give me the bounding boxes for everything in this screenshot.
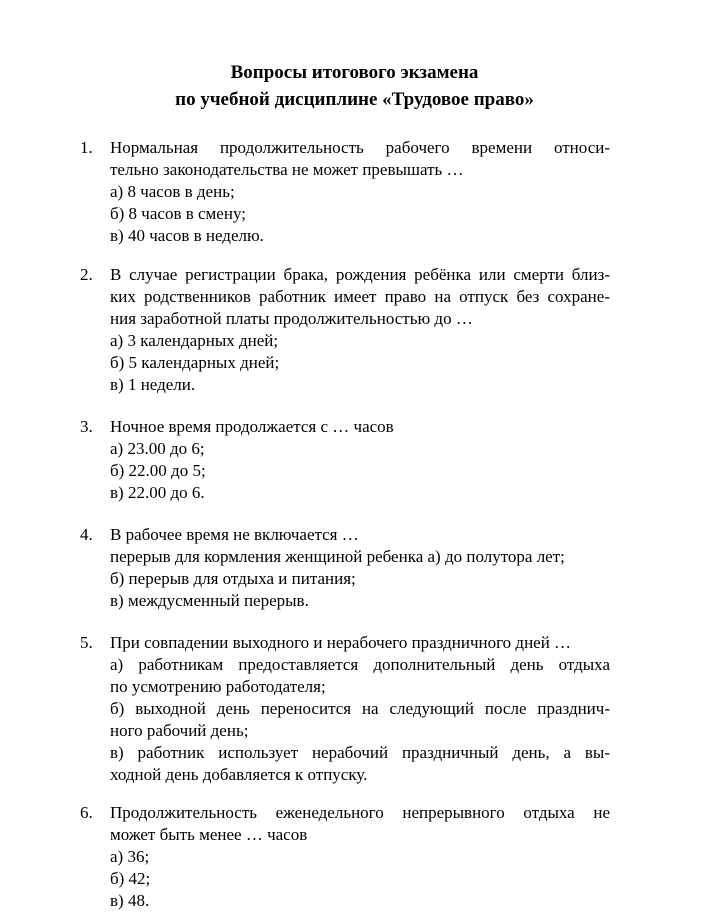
answer-option-c: в) работник использует нерабочий праздничный день, а вы- (110, 743, 610, 762)
question-text-line: В случае регистрации брака, рождения ребёнка или смерти близ- (110, 265, 610, 284)
question-text-line: тельно законодательства не может превышать … (110, 160, 464, 179)
question-body (110, 264, 610, 396)
question-body (110, 632, 610, 786)
answer-option-b-cont: ного рабочий день; (110, 721, 249, 740)
answer-option-c-cont: ходной день добавляется к отпуску. (110, 765, 368, 784)
answer-option-a: перерыв для кормления женщиной ребенка а) до полутора лет; (110, 547, 565, 566)
answer-option-a: а) 23.00 до 6; (110, 439, 205, 458)
answer-option-c: в) междусменный перерыв. (110, 591, 309, 610)
answer-option-b: б) 8 часов в смену; (110, 204, 246, 223)
question-number: 4. (80, 525, 93, 544)
question-body (110, 802, 610, 912)
question-number: 5. (80, 633, 93, 652)
answer-option-b: б) 22.00 до 5; (110, 461, 206, 480)
answer-option-c: в) 48. (110, 891, 150, 910)
question-number: 3. (80, 417, 93, 436)
page-title-line-1: Вопросы итогового экзамена (230, 62, 479, 83)
answer-option-b: б) перерыв для отдыха и питания; (110, 569, 356, 588)
question-text-line: Ночное время продолжается с … часов (110, 417, 394, 436)
question-text-line: ких родственников работник имеет право на отпуск без сохране- (110, 287, 610, 306)
answer-option-c: в) 40 часов в неделю. (110, 226, 264, 245)
question-number: 2. (80, 265, 93, 284)
answer-option-b: б) выходной день переносится на следующий после празднич- (110, 699, 610, 718)
question-text-line: В рабочее время не включается … (110, 525, 359, 544)
question-text-line: ния заработной платы продолжительностью до … (110, 309, 473, 328)
answer-option-b: б) 5 календарных дней; (110, 353, 280, 372)
answer-option-c: в) 22.00 до 6. (110, 483, 205, 502)
question-body (110, 137, 610, 247)
answer-option-a: а) работникам предоставляется дополнительный день отдыха (110, 655, 610, 674)
question-text-line: Нормальная продолжительность рабочего времени относи- (110, 138, 610, 157)
question-text-line: может быть менее … часов (110, 825, 308, 844)
answer-option-c: в) 1 недели. (110, 375, 196, 394)
question-number: 1. (80, 138, 93, 157)
answer-option-a: а) 36; (110, 847, 150, 866)
answer-option-a: а) 8 часов в день; (110, 182, 235, 201)
question-body (110, 524, 610, 612)
answer-option-b: б) 42; (110, 869, 151, 888)
page-title-line-2: по учебной дисциплине «Трудовое право» (175, 89, 534, 110)
question-number: 6. (80, 803, 93, 822)
question-body (110, 416, 610, 504)
answer-option-a: а) 3 календарных дней; (110, 331, 279, 350)
question-text-line: При совпадении выходного и нерабочего праздничного дней … (110, 633, 572, 652)
answer-option-a-cont: по усмотрению работодателя; (110, 677, 326, 696)
question-text-line: Продолжительность еженедельного непрерывного отдыха не (110, 803, 610, 822)
